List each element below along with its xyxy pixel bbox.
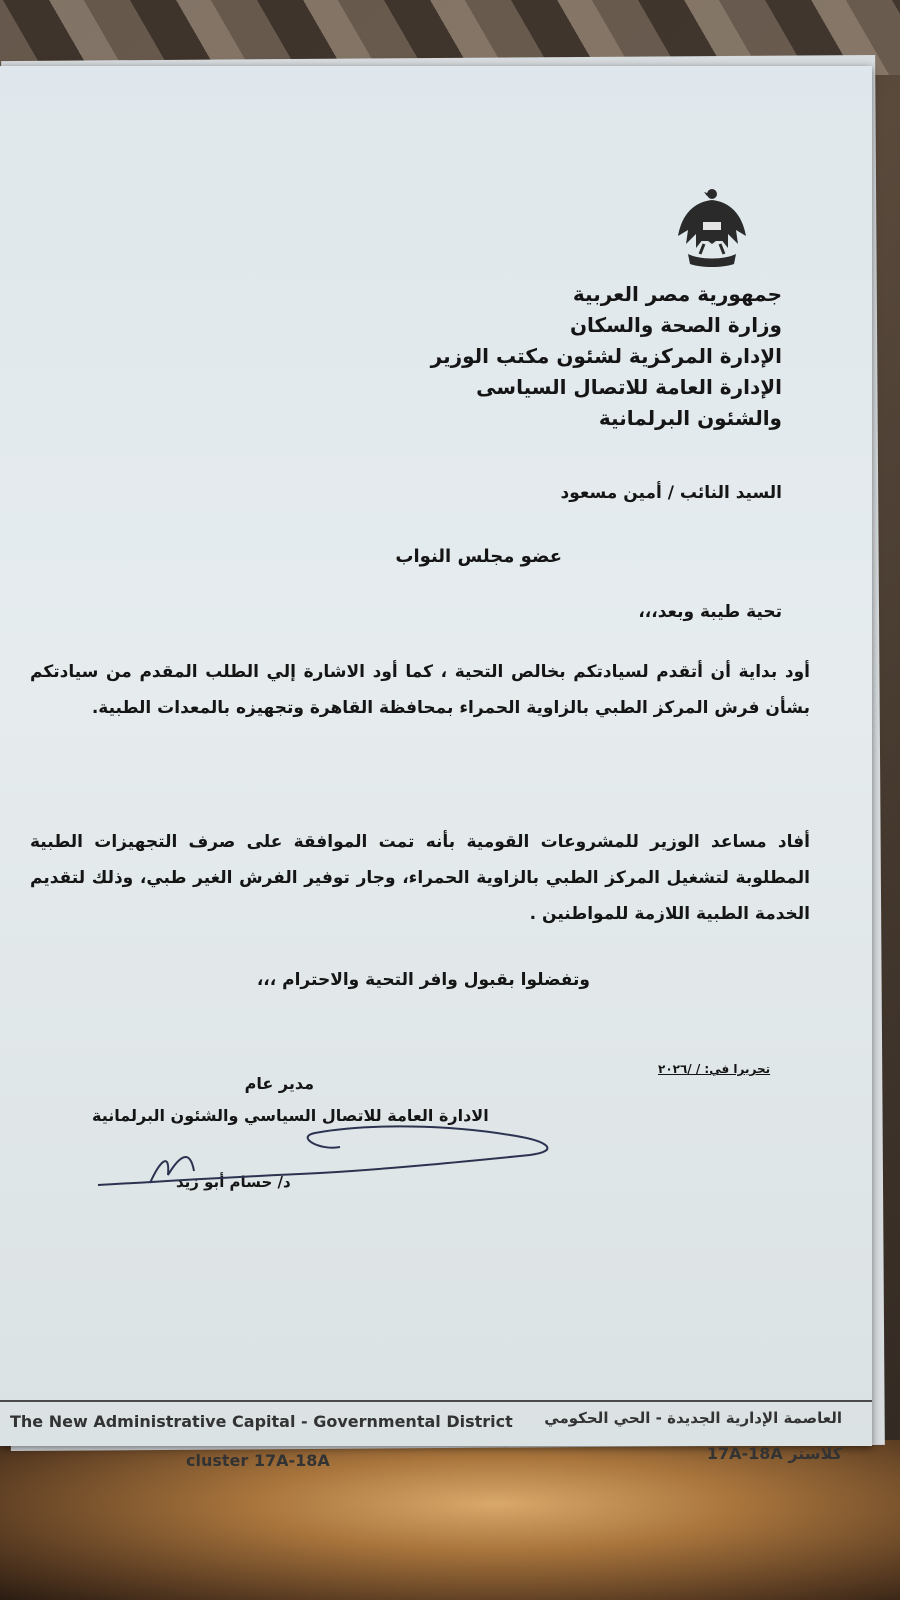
letter-page [0, 66, 872, 1470]
letterhead-country: جمهورية مصر العربية [572, 282, 782, 306]
letterhead [422, 279, 782, 434]
footer-cluster-ar: كلاستر 17A-18A [706, 1444, 842, 1463]
letterhead-central-admin: الإدارة المركزية لشئون مكتب الوزير [430, 344, 782, 368]
body-paragraph-1: أود بداية أن أتقدم لسيادتكم بخالص التحية ، كما أود الاشارة إلي الطلب المقدم من سيادتكم بشأن فرش المركز الطبي بالزاوية الحمراء بمحافظة القاهرة وتجهيزه بالمعدات الطبية. [30, 662, 810, 718]
signatory-title: مدير عام [244, 1074, 314, 1093]
footer-address-ar: العاصمة الإدارية الجديدة - الحي الحكومي [544, 1409, 842, 1427]
letterhead-ministry: وزارة الصحة والسكان [569, 313, 782, 337]
footer-address-en: The New Administrative Capital - Governmental District [10, 1412, 513, 1431]
letterhead-general-admin: الإدارة العامة للاتصال السياسى [476, 375, 782, 399]
handwritten-signature [90, 1111, 560, 1201]
closing: وتفضلوا بقبول وافر التحية والاحترام ،،، [256, 970, 590, 990]
footer-cluster-en: cluster 17A-18A [186, 1451, 330, 1470]
signatory-name: د/ حسام أبو زيد [176, 1173, 291, 1191]
egypt-eagle-emblem-icon [674, 184, 750, 270]
footer-divider [0, 1400, 872, 1402]
greeting: تحية طيبة وبعد،،، [638, 602, 782, 622]
recipient-name: السيد النائب / أمين مسعود [560, 483, 782, 503]
date-line: تحريرا في: / /٢٠٢٦ [658, 1062, 771, 1076]
body-paragraph-2: أفاد مساعد الوزير للمشروعات القومية بأنه تمت الموافقة على صرف التجهيزات الطبية المطلوبة لتشغيل المركز الطبي بالزاوية الحمراء، وجار توفير الفرش الغير طبي، وذلك لتقديم الخدمة الطبية اللازمة للمواطنين . [30, 832, 810, 924]
letterhead-parliamentary: والشئون البرلمانية [598, 406, 782, 430]
recipient-title: عضو مجلس النواب [395, 546, 562, 567]
signatory-department: الادارة العامة للاتصال السياسي والشئون البرلمانية [92, 1106, 489, 1125]
background-fabric [0, 1440, 900, 1600]
